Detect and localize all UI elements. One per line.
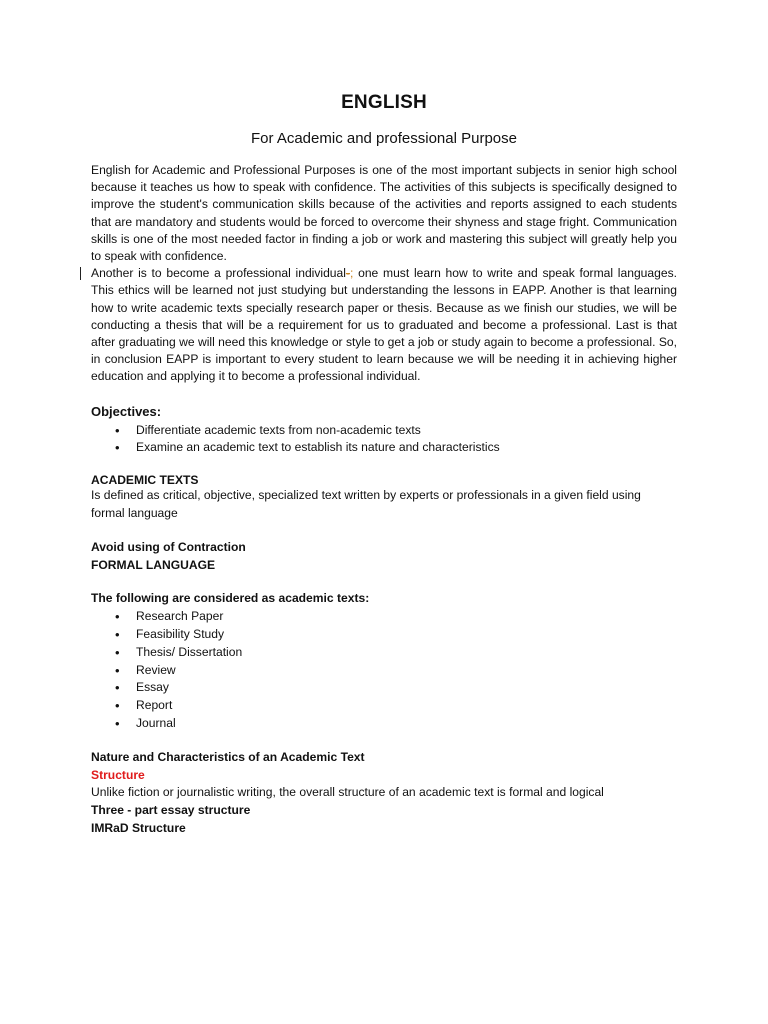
list-item: • Thesis/ Dissertation bbox=[115, 644, 677, 662]
list-item: • Examine an academic text to establish its nature and characteristics bbox=[115, 439, 677, 457]
document-title: ENGLISH bbox=[341, 92, 427, 113]
contraction-line: Avoid using of Contraction bbox=[91, 539, 246, 554]
paragraph2-start: Another is to become a professional individual bbox=[91, 266, 346, 281]
academic-texts-heading: ACADEMIC TEXTS bbox=[91, 473, 199, 488]
list-item: • Differentiate academic texts from non-academic texts bbox=[115, 422, 677, 440]
three-part-structure-line: Three - part essay structure bbox=[91, 803, 251, 818]
intro-paragraph: English for Academic and Professional Purposes is one of the most important subjects in senior high school because it teaches us how to speak with confidence. The activities of this subjects is specifically designed to improve the student's communication skills because of the activities and reports assigned to each students that are mandatory and students would be forced to overcome their shyness and stage fright. Communication skills is one of the most needed factor in finding a job or work and mastering this subject will greatly help you to speak with confidence. bbox=[91, 163, 677, 264]
deleted-dash-mark: - bbox=[345, 266, 350, 281]
examples-list bbox=[91, 608, 677, 733]
examples-heading: The following are considered as academic texts: bbox=[91, 591, 370, 606]
objectives-list bbox=[91, 422, 677, 458]
structure-description: Unlike fiction or journalistic writing, the overall structure of an academic text is formal and logical bbox=[91, 785, 604, 800]
list-item: • Report bbox=[115, 697, 677, 715]
nature-heading: Nature and Characteristics of an Academic Text bbox=[91, 749, 365, 764]
imrad-structure-line: IMRaD Structure bbox=[91, 820, 186, 835]
list-item: • Review bbox=[115, 662, 677, 680]
paragraph2-rest: one must learn how to write and speak formal languages. This ethics will be learned not just studying but understanding the lessons in EAPP. Another is that learning how to write academic texts specially research paper or thesis. Because as we finish our studies, we will be conducting a thesis that will be a requirement for us to graduated and become a professional. Last is that after graduating we will need this knowledge or style to get a job or study again to become a professional. So, in conclusion EAPP is important to every student to learn because we will be needing it in achieving higher education and applying it to become a professional individual. bbox=[91, 266, 677, 384]
document-subtitle: For Academic and professional Purpose bbox=[251, 130, 517, 147]
inserted-semicolon-mark: ; bbox=[349, 266, 354, 281]
list-item: • Feasibility Study bbox=[115, 626, 677, 644]
structure-label: Structure bbox=[91, 767, 145, 782]
objectives-heading: Objectives: bbox=[91, 403, 162, 419]
list-item: • Journal bbox=[115, 715, 677, 733]
list-item: • Research Paper bbox=[115, 608, 677, 626]
formal-language-line: FORMAL LANGUAGE bbox=[91, 557, 216, 572]
second-paragraph bbox=[91, 265, 677, 385]
academic-texts-definition: Is defined as critical, objective, specialized text written by experts or professionals in a given field using formal language bbox=[91, 488, 641, 521]
text-cursor-icon bbox=[80, 267, 81, 280]
list-item: • Essay bbox=[115, 679, 677, 697]
